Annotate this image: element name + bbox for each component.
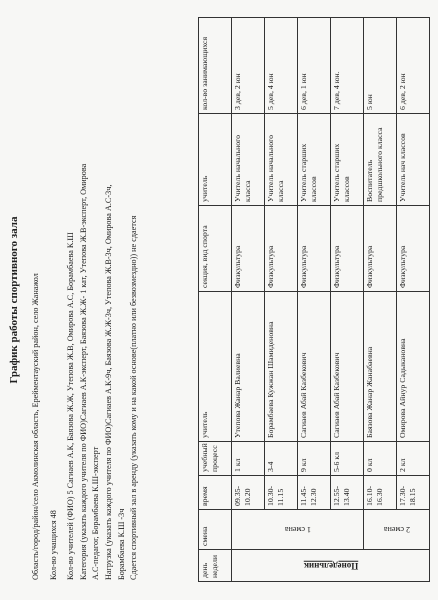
- cell-teacher: Борамбаева Кужжан Шамиденовна: [265, 292, 298, 442]
- table-row: [331, 18, 364, 582]
- schedule-table: [198, 17, 430, 582]
- shift-cell-2: [364, 510, 430, 550]
- header-shift: смена: [199, 510, 232, 550]
- cell-section: Физкультура: [298, 206, 331, 292]
- table-row: [232, 18, 265, 582]
- cell-teacher-role: Учитель старших классов: [331, 114, 364, 206]
- header-teacher-role: учитель: [199, 114, 232, 206]
- header-count: кол-во занимающихся: [199, 18, 232, 114]
- table-row: [265, 18, 298, 582]
- shift-label-2: 2 смена: [383, 525, 410, 535]
- cell-grade: 5-6 кл: [331, 442, 364, 476]
- header-teacher: учитель: [199, 292, 232, 442]
- cell-section: Физкультура: [232, 206, 265, 292]
- day-cell: [232, 550, 430, 582]
- info-line-region: Область/город/район/село Акмолинская область, Ерейментауский район, село Жанажол: [31, 273, 40, 580]
- header-time: время: [199, 476, 232, 510]
- info-line-load-cont: Борамбаева К.Ш -3ч: [116, 508, 126, 580]
- cell-grade: 2 кл: [397, 442, 430, 476]
- info-line-rental: Сдается спортивный зал в аренду (указать кому и на какой основе(платно или безвозмездно)) не сдается: [129, 215, 139, 580]
- cell-grade: 0 кл: [364, 442, 397, 476]
- cell-section: Физкультура: [397, 206, 430, 292]
- cell-section: Физкультура: [364, 206, 397, 292]
- cell-count: 7 дев, 4 юн.: [331, 18, 364, 114]
- cell-time: 16.10-16.30: [364, 476, 397, 510]
- cell-time: 12.55-13.40: [331, 476, 364, 510]
- info-line-category-cont: А.С-педагог, Борамбаева К.Ш-эксперт: [91, 446, 101, 580]
- cell-teacher: Сагиаев Абай Казбекович: [331, 292, 364, 442]
- cell-grade: 3-4: [265, 442, 298, 476]
- cell-count: 6 дев, 2 юн: [397, 18, 430, 114]
- info-line-teachers: Кол-во учителей (ФИО) 5 Сагиаев А.К, Баязова Ж.Ж, Утепова Ж.В, Омирова А.С, Борамбаева К.Ш: [66, 232, 76, 580]
- cell-teacher: Омирова Айнур Садыкановна: [397, 292, 430, 442]
- cell-section: Физкультура: [265, 206, 298, 292]
- cell-teacher-role: Воспитатель предшкольного класса: [364, 114, 397, 206]
- cell-time: 17.30-18.15: [397, 476, 430, 510]
- table-row: [397, 18, 430, 582]
- table-row: [298, 18, 331, 582]
- info-block: [30, 20, 141, 580]
- shift-label-1: 1 смена: [284, 525, 311, 535]
- table-row: [364, 18, 397, 582]
- cell-section: Физкультура: [331, 206, 364, 292]
- header-section: секция, вид спорта: [199, 206, 232, 292]
- cell-teacher-role: Учитель начального класса: [265, 114, 298, 206]
- cell-teacher: Утепова Жанар Валиевна: [232, 292, 265, 442]
- cell-teacher-role: Учитель старших классов: [298, 114, 331, 206]
- table-header-row: [199, 18, 232, 582]
- cell-grade: 9 кл: [298, 442, 331, 476]
- header-day: день недели: [199, 550, 232, 582]
- info-line-load: Нагрузка (указать каждого учителя по ФИО)Сагиаев А.К-9ч, Баязова Ж.Ж-3ч, Утепова Ж.В-3ч, Омирова А.С-3ч,: [103, 184, 113, 580]
- info-line-students: Кол-во учащихся 48: [48, 510, 58, 580]
- header-process: учебный процесс: [199, 442, 232, 476]
- cell-count: 5 юн: [364, 18, 397, 114]
- cell-count: 6 дев, 1 юн: [298, 18, 331, 114]
- day-label: Понедельник: [303, 561, 358, 572]
- cell-teacher: Баязова Жанар Жанабаевна: [364, 292, 397, 442]
- cell-teacher-role: Учитель начального класса: [232, 114, 265, 206]
- shift-cell-1: [232, 510, 364, 550]
- cell-time: 09.35-10.20: [232, 476, 265, 510]
- info-line-category: Категория (указать каждого учителя по ФИО)Сагиаев А.К-эксперт, Баязова Ж.Ж- 1 кат, Утепова Ж.В-эксперт, Омирова: [78, 163, 88, 580]
- cell-grade: 1 кл: [232, 442, 265, 476]
- document-title: График работы спортивного зала: [8, 216, 20, 384]
- cell-count: 3 дев, 2 юн: [232, 18, 265, 114]
- cell-count: 5 дев, 4 юн: [265, 18, 298, 114]
- cell-time: 10.30-11.15: [265, 476, 298, 510]
- cell-time: 11.45-12.30: [298, 476, 331, 510]
- cell-teacher: Сагиаев Абай Казбекович: [298, 292, 331, 442]
- cell-teacher-role: Учитель нач классов: [397, 114, 430, 206]
